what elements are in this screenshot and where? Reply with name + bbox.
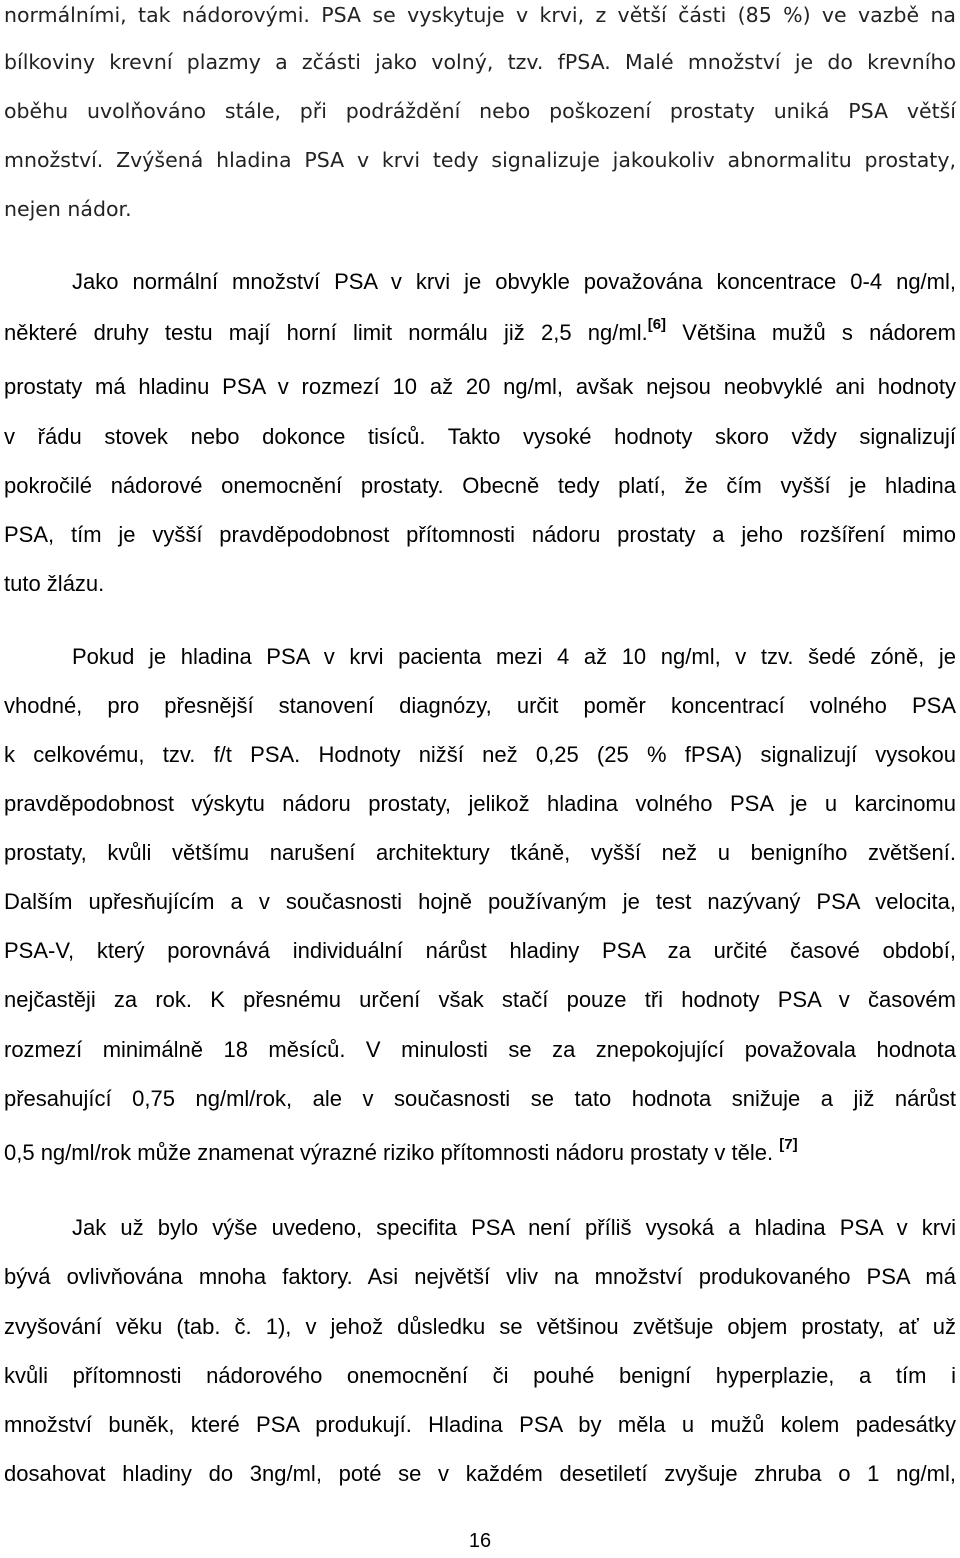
paragraph-2-line-2-after: Většina mužů s nádorem <box>666 320 956 345</box>
paragraph-2-line-6: PSA, tím je vyšší pravděpodobnost přítomnosti nádoru prostaty a jeho rozšíření mimo <box>4 522 956 547</box>
paragraph-1-line-4: množství. Zvýšená hladina PSA v krvi tedy signalizuje jakoukoliv abnormalitu prostaty, <box>4 148 956 172</box>
paragraph-3-line-4: pravděpodobnost výskytu nádoru prostaty, jelikož hladina volného PSA je u karcinomu <box>4 791 956 816</box>
citation-7: [7] <box>779 1135 798 1153</box>
paragraph-4-line-3: zvyšování věku (tab. č. 1), v jehož důsledku se většinou zvětšuje objem prostaty, ať už <box>4 1314 956 1339</box>
paragraph-4-line-4: kvůli přítomnosti nádorového onemocnění či pouhé benigní hyperplazie, a tím i <box>4 1363 956 1388</box>
paragraph-3-line-1: Pokud je hladina PSA v krvi pacienta mezi 4 až 10 ng/ml, v tzv. šedé zóně, je <box>72 644 956 669</box>
paragraph-3-line-2: vhodné, pro přesnější stanovení diagnózy, určit poměr koncentrací volného PSA <box>4 693 956 718</box>
paragraph-2-line-2-text: některé druhy testu mají horní limit normálu již 2,5 ng/ml. <box>4 320 648 345</box>
paragraph-1-line-5: nejen nádor. <box>4 197 132 221</box>
paragraph-3-line-9: rozmezí minimálně 18 měsíců. V minulosti se za znepokojující považovala hodnota <box>4 1037 956 1062</box>
paragraph-3-line-8: nejčastěji za rok. K přesnému určení však stačí pouze tři hodnoty PSA v časovém <box>4 987 956 1012</box>
paragraph-2-line-7: tuto žlázu. <box>4 571 105 596</box>
paragraph-2-line-2 <box>4 315 956 348</box>
paragraph-3-line-7: PSA-V, který porovnává individuální nárůst hladiny PSA za určité časové období, <box>4 938 956 963</box>
page-number: 16 <box>468 1530 492 1552</box>
paragraph-1-line-3: oběhu uvolňováno stále, při podráždění nebo poškození prostaty uniká PSA větší <box>4 99 956 123</box>
paragraph-2-line-5: pokročilé nádorové onemocnění prostaty. Obecně tedy platí, že čím vyšší je hladina <box>4 473 956 498</box>
paragraph-4-line-6: dosahovat hladiny do 3ng/ml, poté se v každém desetiletí zvyšuje zhruba o 1 ng/ml, <box>4 1461 956 1486</box>
paragraph-3-line-6: Dalším upřesňujícím a v současnosti hojně používaným je test nazývaný PSA velocita, <box>4 889 956 914</box>
paragraph-3-line-10: přesahující 0,75 ng/ml/rok, ale v současnosti se tato hodnota snižuje a již nárůst <box>4 1086 956 1111</box>
paragraph-1-line-1: normálními, tak nádorovými. PSA se vyskytuje v krvi, z větší části (85 %) ve vazbě na <box>4 3 956 27</box>
citation-6: [6] <box>647 315 667 333</box>
paragraph-2-line-3: prostaty má hladinu PSA v rozmezí 10 až 20 ng/ml, avšak nejsou neobvyklé ani hodnoty <box>4 374 956 399</box>
paragraph-2-line-1: Jako normální množství PSA v krvi je obvykle považována koncentrace 0-4 ng/ml, <box>72 269 956 294</box>
paragraph-3-line-3: k celkovému, tzv. f/t PSA. Hodnoty nižší než 0,25 (25 % fPSA) signalizují vysokou <box>4 742 956 767</box>
paragraph-4-line-2: bývá ovlivňována mnoha faktory. Asi největší vliv na množství produkovaného PSA má <box>4 1264 956 1289</box>
paragraph-2-line-4: v řádu stovek nebo dokonce tisíců. Takto vysoké hodnoty skoro vždy signalizují <box>4 424 956 449</box>
paragraph-3-line-5: prostaty, kvůli většímu narušení architektury tkáně, vyšší než u benigního zvětšení. <box>4 840 956 865</box>
paragraph-3-last-text: 0,5 ng/ml/rok může znamenat výrazné riziko přítomnosti nádoru prostaty v těle. <box>4 1140 780 1165</box>
paragraph-4-line-5: množství buněk, které PSA produkují. Hladina PSA by měla u mužů kolem padesátky <box>4 1412 956 1437</box>
paragraph-3-line-11 <box>4 1135 956 1168</box>
paragraph-1-line-2: bílkoviny krevní plazmy a zčásti jako volný, tzv. fPSA. Malé množství je do krevního <box>4 50 956 74</box>
paragraph-4-line-1: Jak už bylo výše uvedeno, specifita PSA není příliš vysoká a hladina PSA v krvi <box>72 1215 956 1240</box>
